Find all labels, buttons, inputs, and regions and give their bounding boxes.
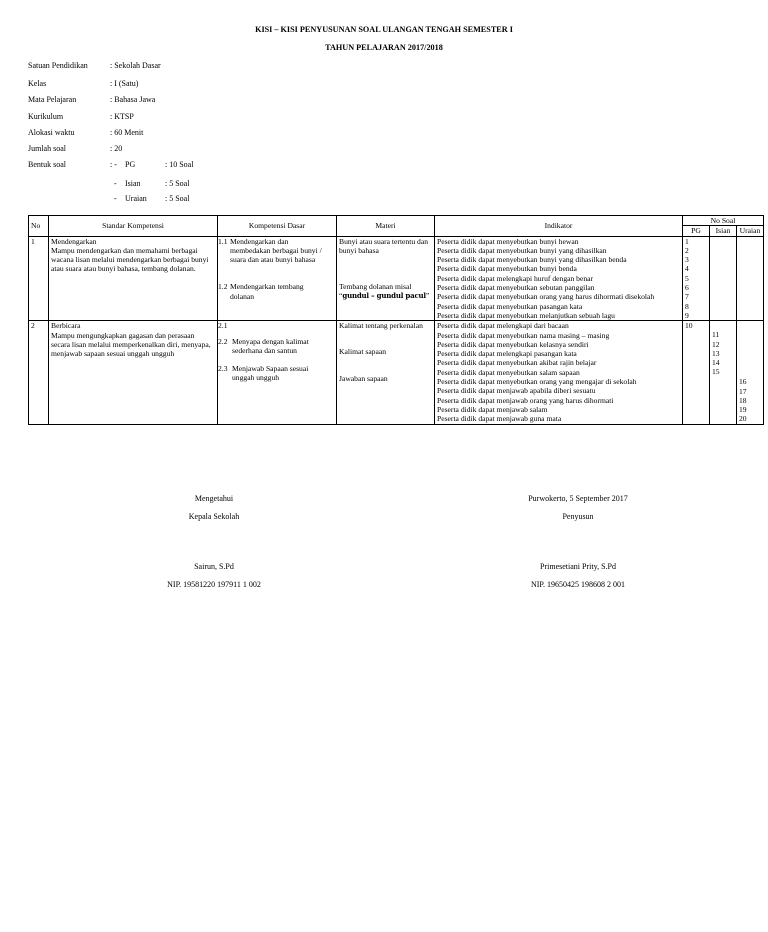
info-row	[28, 61, 328, 73]
info-value: : Sekolah Dasar	[110, 61, 161, 70]
bentuk-value: : 5 Soal	[165, 179, 190, 188]
isian-number: 14	[712, 358, 720, 368]
pg-number: 6	[685, 283, 689, 293]
row-indikator	[435, 236, 683, 321]
pg-number: 9	[685, 310, 689, 320]
materi-text: Tembang dolanan misal	[339, 282, 412, 292]
indicator: Peserta didik dapat menyebutkan orang yang mengajar di sekolah	[437, 377, 637, 387]
signature-name: Primesetiani Prity, S.Pd	[540, 562, 616, 571]
document-title: KISI – KISI PENYUSUNAN SOAL ULANGAN TENGAH SEMESTER I	[255, 25, 513, 34]
bentuk-value: : 10 Soal	[165, 160, 194, 169]
info-row	[28, 95, 328, 107]
header-no: No	[29, 216, 49, 237]
materi-text: Bunyi atau suara tertentu dan bunyi bahasa	[339, 236, 428, 255]
materi-text: Jawaban sapaan	[339, 373, 388, 383]
info-row	[28, 144, 328, 156]
indicator: Peserta didik dapat menyebutkan pasangan kata	[437, 301, 583, 311]
info-label: Kurikulum	[28, 112, 64, 121]
kd-text: Mendengarkan tembang dolanan	[230, 282, 304, 301]
sk-title: Mendengarkan	[51, 236, 97, 246]
row-isian	[710, 321, 737, 424]
indicator: Peserta didik dapat melengkapi pasangan kata	[437, 349, 577, 359]
row-sk	[49, 321, 218, 424]
kd-item	[218, 321, 334, 330]
indicator: Peserta didik dapat menyebutkan salam sapaan	[437, 367, 580, 377]
row-materi	[337, 236, 435, 321]
info-label: Satuan Pendidikan	[28, 61, 88, 70]
indicator: Peserta didik dapat melengkapi huruf dengan benar	[437, 273, 594, 283]
header-materi: Materi	[337, 216, 435, 237]
info-value: : KTSP	[110, 112, 134, 121]
bentuk-name: PG	[125, 160, 136, 169]
kd-item	[218, 337, 334, 356]
isian-number: 12	[712, 339, 720, 349]
row-sk	[49, 236, 218, 321]
indicator: Peserta didik dapat menyebutkan melanjutkan sebuah lagu	[437, 310, 615, 320]
row-indikator	[435, 321, 683, 424]
header-uraian: Uraian	[737, 226, 764, 236]
signature-role: Penyusun	[562, 512, 594, 521]
table-header-row	[29, 216, 764, 226]
pg-number: 7	[685, 292, 689, 302]
header-sk: Standar Kompetensi	[49, 216, 218, 237]
table-row	[29, 321, 764, 424]
row-pg	[683, 321, 710, 424]
info-row	[28, 112, 328, 124]
materi-text: Kalimat tentang perkenalan	[339, 321, 423, 331]
indicator: Peserta didik dapat menyebutkan bunyi yang dihasilkan benda	[437, 255, 627, 265]
row-isian	[710, 236, 737, 321]
kd-item	[218, 364, 334, 383]
kd-number: 2.2	[218, 336, 228, 346]
indicator: Peserta didik dapat menyebutkan sebutan panggilan	[437, 283, 595, 293]
kd-item	[218, 282, 334, 301]
kd-number: 1.1	[218, 236, 228, 246]
signature-role: Kepala Sekolah	[188, 512, 240, 521]
info-row	[28, 79, 328, 91]
kd-number: 2.3	[218, 364, 228, 374]
indicator: Peserta didik dapat menyebutkan akibat rajin belajar	[437, 358, 597, 368]
bentuk-dash: -	[114, 194, 117, 203]
indicator: Peserta didik dapat menyebutkan bunyi benda	[437, 264, 577, 274]
kisi-table	[28, 215, 764, 425]
header-indikator: Indikator	[435, 216, 683, 237]
info-label: Alokasi waktu	[28, 128, 75, 137]
uraian-number: 19	[739, 405, 747, 415]
indicator: Peserta didik dapat menyebutkan bunyi yang dihasilkan	[437, 245, 607, 255]
signature-nip: NIP. 19581220 197911 1 002	[167, 580, 261, 589]
signature-caption: Mengetahui	[194, 494, 234, 503]
indicator: Peserta didik dapat menjawab salam	[437, 404, 548, 414]
header-isian: Isian	[710, 226, 737, 236]
materi-text: Kalimat sapaan	[339, 346, 387, 356]
signature-date: Purwokerto, 5 September 2017	[528, 494, 628, 503]
info-value: : 60 Menit	[110, 128, 144, 137]
row-kd	[218, 321, 337, 424]
indicator: Peserta didik dapat menyebutkan nama masing – masing	[437, 330, 610, 340]
indicator: Peserta didik dapat menyebutkan orang yang harus dihormati disekolah	[437, 292, 655, 302]
info-row	[28, 128, 328, 140]
indicator: Peserta didik dapat menjawab guna mata	[437, 414, 562, 424]
header-pg: PG	[683, 226, 710, 236]
info-label: Mata Pelajaran	[28, 95, 77, 104]
pg-number: 5	[685, 273, 689, 283]
materi-song: “gundul – gundul pacul”	[339, 291, 430, 301]
materi-song-title: gundul – gundul pacul	[342, 291, 426, 301]
isian-number: 15	[712, 367, 720, 377]
document-subtitle: TAHUN PELAJARAN 2017/2018	[325, 43, 443, 52]
table-row	[29, 236, 764, 321]
row-uraian	[737, 236, 764, 321]
pg-number: 3	[685, 255, 689, 265]
indicator: Peserta didik dapat menjawab orang yang harus dihormati	[437, 395, 614, 405]
isian-number: 11	[712, 330, 720, 340]
signature-name: Sairun, S.Pd	[194, 562, 234, 571]
uraian-number: 17	[739, 386, 747, 396]
uraian-number: 18	[739, 395, 747, 405]
indicator: Peserta didik dapat menyebutkan bunyi hewan	[437, 236, 579, 246]
row-no: 2	[29, 321, 49, 424]
uraian-number: 20	[739, 414, 747, 424]
bentuk-name: Isian	[125, 179, 141, 188]
pg-number: 10	[685, 321, 693, 331]
header-nosoal: No Soal	[683, 216, 764, 226]
uraian-number: 16	[739, 377, 747, 387]
info-label: Kelas	[28, 79, 47, 88]
info-value: : 20	[110, 144, 123, 153]
pg-number: 2	[685, 245, 689, 255]
indicator: Peserta didik dapat menyebutkan kelasnya sendiri	[437, 339, 589, 349]
pg-number: 1	[685, 236, 689, 246]
info-label: Jumlah soal	[28, 144, 66, 153]
row-uraian	[737, 321, 764, 424]
kd-item	[218, 237, 334, 265]
info-value: : I (Satu)	[110, 79, 139, 88]
pg-number: 4	[685, 264, 689, 274]
kd-number: 2.1	[218, 321, 228, 331]
kd-text: Menyapa dengan kalimat sederhana dan santun	[232, 336, 309, 355]
row-materi	[337, 321, 435, 424]
signature-nip: NIP. 19650425 198608 2 001	[530, 580, 625, 589]
kd-number: 1.2	[218, 282, 228, 292]
pg-number: 8	[685, 301, 689, 311]
bentuk-value: : 5 Soal	[165, 194, 190, 203]
header-kd: Kompetensi Dasar	[218, 216, 337, 237]
kd-text: Mendengarkan dan membedakan berbagai bunyi / suara dan atau bunyi bahasa	[230, 236, 322, 265]
sk-title: Berbicara	[51, 321, 81, 331]
indicator: Peserta didik dapat menjawab apabila diberi sesuatu	[437, 386, 596, 396]
info-label: Bentuk soal	[28, 160, 66, 169]
sk-text: Mampu mendengarkan dan memahami berbagai wacana lisan melalui mendengarkan berbagai bunyi atau suara atau bunyi bahasa, tembang dolanan.	[51, 245, 209, 274]
row-kd	[218, 236, 337, 321]
row-no: 1	[29, 236, 49, 321]
kd-text: Menjawab Sapaan sesuai unggah ungguh	[232, 364, 309, 383]
isian-number: 13	[712, 348, 720, 358]
info-value: : Bahasa Jawa	[110, 95, 156, 104]
sk-text: Mampu mengungkapkan gagasan dan perasaan secara lisan melalui memperkenalkan diri, menyapa, menjawab sapaan sesuai unggah ungguh	[51, 330, 211, 359]
row-pg	[683, 236, 710, 321]
indicator: Peserta didik dapat melengkapi dari bacaan	[437, 321, 569, 331]
info-value: : -	[110, 160, 117, 169]
bentuk-dash: -	[114, 179, 117, 188]
bentuk-name: Uraian	[125, 194, 147, 203]
